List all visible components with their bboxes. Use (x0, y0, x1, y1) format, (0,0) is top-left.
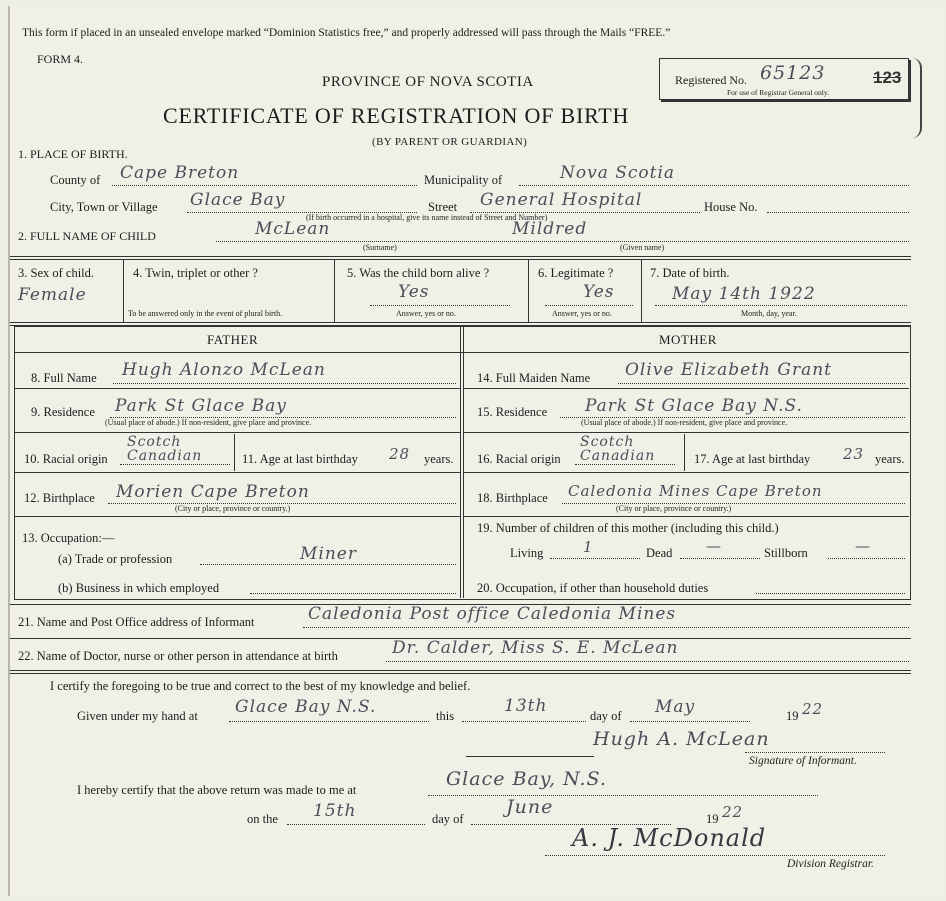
mother-birthplace: Caledonia Mines Cape Breton (568, 482, 823, 500)
date-note: Month, day, year. (741, 309, 797, 318)
registrar-signature: A. J. McDonald (572, 824, 767, 852)
county-line (112, 185, 417, 186)
mother-rule (463, 388, 909, 389)
reg-day-line (287, 824, 425, 825)
informant-sig-line (745, 752, 885, 753)
place-of-birth-heading: 1. PLACE OF BIRTH. (18, 147, 128, 161)
mother-bp-line (562, 503, 905, 504)
mother-age-label: 17. Age at last birthday (694, 452, 811, 466)
mother-occupation-line (756, 593, 905, 594)
given-month-line (630, 721, 750, 722)
street-value: General Hospital (480, 190, 643, 210)
father-rule (14, 516, 460, 517)
col-divider (234, 434, 235, 471)
mother-res-label: 15. Residence (477, 405, 548, 419)
street-label: Street (428, 200, 458, 214)
registrar-place-line (428, 795, 818, 796)
mother-bp-label: 18. Birthplace (477, 491, 548, 505)
county-value: Cape Breton (120, 163, 240, 183)
informant-line (303, 627, 909, 628)
father-name: Hugh Alonzo McLean (122, 360, 326, 380)
registered-label: Registered No. (675, 73, 747, 87)
registrar-use-note: For use of Registrar General only. (727, 88, 829, 97)
dead-line (680, 558, 760, 559)
father-rule (14, 432, 460, 433)
mother-name-label: 14. Full Maiden Name (477, 371, 591, 385)
mother-racial-label: 16. Racial origin (477, 452, 561, 466)
col-divider (641, 260, 642, 322)
section-rule-double (10, 670, 911, 674)
child-name-line (216, 241, 909, 242)
reg-day: 15th (313, 801, 357, 821)
mother-res-note: (Usual place of abode.) If non-resident, give place and province. (581, 418, 788, 427)
reg-year-prefix: 19 (706, 812, 719, 826)
form-number: FORM 4. (37, 52, 84, 66)
child-given-name: Mildred (512, 219, 588, 239)
given-dayof-label: day of (590, 709, 622, 723)
county-label: County of (50, 173, 101, 187)
father-age-label: 11. Age at last birthday (242, 452, 358, 466)
col-divider (334, 260, 335, 322)
province-heading: PROVINCE OF NOVA SCOTIA (322, 74, 534, 90)
col-divider (684, 434, 685, 471)
father-residence: Park St Glace Bay (115, 396, 287, 416)
house-label: House No. (704, 200, 758, 214)
registered-number: 65123 (760, 62, 826, 84)
stillborn-value: — (855, 537, 871, 555)
informant-label: 21. Name and Post Office address of Informant (18, 615, 255, 629)
date-label: 7. Date of birth. (650, 266, 730, 280)
reg-month: June (506, 796, 554, 818)
registered-stamp: 123 (873, 68, 902, 87)
father-racial-line (120, 464, 230, 465)
given-day-line (462, 721, 586, 722)
father-age: 28 (389, 445, 411, 463)
father-racial-label: 10. Racial origin (24, 452, 108, 466)
given-year: 22 (802, 700, 824, 718)
father-rule (14, 388, 460, 389)
child-name-label: 2. FULL NAME OF CHILD (18, 229, 156, 243)
father-bp-label: 12. Birthplace (24, 491, 95, 505)
dead-value: — (706, 537, 722, 555)
reg-year: 22 (722, 803, 744, 821)
father-heading: FATHER (207, 332, 259, 347)
dead-label: Dead (646, 546, 673, 560)
occupation-label: 13. Occupation:— (22, 531, 115, 545)
living-line (550, 558, 640, 559)
mother-years: years. (875, 452, 905, 466)
mother-age: 23 (843, 445, 865, 463)
father-res-note: (Usual place of abode.) If non-resident, give place and province. (105, 418, 312, 427)
on-label: on the (247, 812, 278, 826)
certify-statement: I certify the foregoing to be true and correct to the best of my knowledge and belief. (50, 679, 471, 693)
sex-label: 3. Sex of child. (18, 266, 95, 280)
living-label: Living (510, 546, 544, 560)
mother-racial-line (575, 464, 675, 465)
alive-line (370, 305, 510, 306)
row-divider-top (10, 256, 911, 260)
twin-note: To be answered only in the event of plural birth. (128, 309, 283, 318)
municipality-value: Nova Scotia (560, 163, 676, 183)
ink-mark (912, 58, 922, 138)
mother-name: Olive Elizabeth Grant (625, 360, 833, 380)
house-line (767, 212, 909, 213)
legit-line (545, 305, 633, 306)
short-rule (466, 756, 594, 757)
registrar-sig-line (545, 855, 885, 856)
reg-dayof-label: day of (432, 812, 464, 826)
date-line (655, 305, 907, 306)
father-name-label: 8. Full Name (31, 371, 97, 385)
alive-note: Answer, yes or no. (396, 309, 456, 318)
business-line (250, 593, 456, 594)
father-res-label: 9. Residence (31, 405, 95, 419)
municipality-line (519, 185, 909, 186)
parents-divider (460, 326, 464, 598)
doctor-value: Dr. Calder, Miss S. E. McLean (392, 638, 679, 658)
given-place-line (229, 721, 429, 722)
legit-note: Answer, yes or no. (552, 309, 612, 318)
municipality-label: Municipality of (424, 173, 503, 187)
hospital-note: (If birth occurred in a hospital, give its name instead of Street and Number) (306, 213, 548, 222)
registrar-title: Division Registrar. (787, 858, 874, 870)
given-place: Glace Bay N.S. (235, 697, 377, 717)
col-divider (123, 260, 124, 322)
father-years: years. (424, 452, 454, 466)
alive-value: Yes (398, 282, 430, 302)
birth-date: May 14th 1922 (672, 284, 816, 304)
mother-name-line (618, 383, 905, 384)
father-bp-note: (City or place, province or country.) (175, 504, 291, 513)
father-name-line (113, 383, 456, 384)
doctor-line (386, 661, 909, 662)
mother-rule (463, 516, 909, 517)
page-title: CERTIFICATE OF REGISTRATION OF BIRTH (163, 103, 630, 128)
given-label: Given under my hand at (77, 709, 198, 723)
city-label: City, Town or Village (50, 200, 158, 214)
registrar-place: Glace Bay, N.S. (446, 768, 607, 790)
stillborn-label: Stillborn (764, 546, 808, 560)
sex-value: Female (18, 285, 87, 305)
business-label: (b) Business in which employed (58, 581, 220, 595)
stillborn-line (828, 558, 905, 559)
mother-bp-note: (City or place, province or country.) (616, 504, 732, 513)
mother-residence: Park St Glace Bay N.S. (585, 396, 803, 416)
informant-value: Caledonia Post office Caledonia Mines (308, 604, 677, 624)
children-label: 19. Number of children of this mother (including this child.) (477, 521, 779, 535)
mother-rule (463, 432, 909, 433)
given-day: 13th (504, 696, 548, 716)
city-value: Glace Bay (190, 190, 286, 210)
mother-occupation-label: 20. Occupation, if other than household duties (477, 581, 709, 595)
given-caption: (Given name) (620, 243, 665, 252)
doctor-label: 22. Name of Doctor, nurse or other person in attendance at birth (18, 649, 338, 663)
trade-label: (a) Trade or profession (58, 552, 173, 566)
trade-line (200, 564, 456, 565)
father-racial: Scotch Canadian (127, 434, 203, 464)
trade-value: Miner (300, 544, 357, 564)
heading-rule (14, 352, 909, 353)
alive-label: 5. Was the child born alive ? (347, 266, 490, 280)
father-birthplace: Morien Cape Breton (116, 482, 310, 502)
legit-label: 6. Legitimate ? (538, 266, 614, 280)
mother-racial: Scotch Canadian (580, 434, 656, 464)
page-subtitle: (BY PARENT OR GUARDIAN) (372, 136, 528, 148)
given-year-prefix: 19 (786, 709, 799, 723)
informant-signature: Hugh A. McLean (593, 728, 770, 750)
mother-heading: MOTHER (659, 332, 717, 347)
col-divider (528, 260, 529, 322)
living-value: 1 (583, 538, 594, 556)
mail-note: This form if placed in an unsealed envelope marked “Dominion Statistics free,” and properly addressed will pass through the Mails “FREE.” (22, 27, 671, 39)
legit-value: Yes (583, 282, 615, 302)
father-rule (14, 472, 460, 473)
twin-label: 4. Twin, triplet or other ? (133, 266, 258, 280)
this-label: this (436, 709, 455, 723)
mother-rule (463, 472, 909, 473)
informant-sig-label: Signature of Informant. (749, 755, 857, 767)
child-surname: McLean (255, 219, 331, 239)
surname-caption: (Surname) (363, 243, 397, 252)
registrar-statement: I hereby certify that the above return was made to me at (77, 783, 357, 797)
given-month: May (655, 697, 696, 717)
